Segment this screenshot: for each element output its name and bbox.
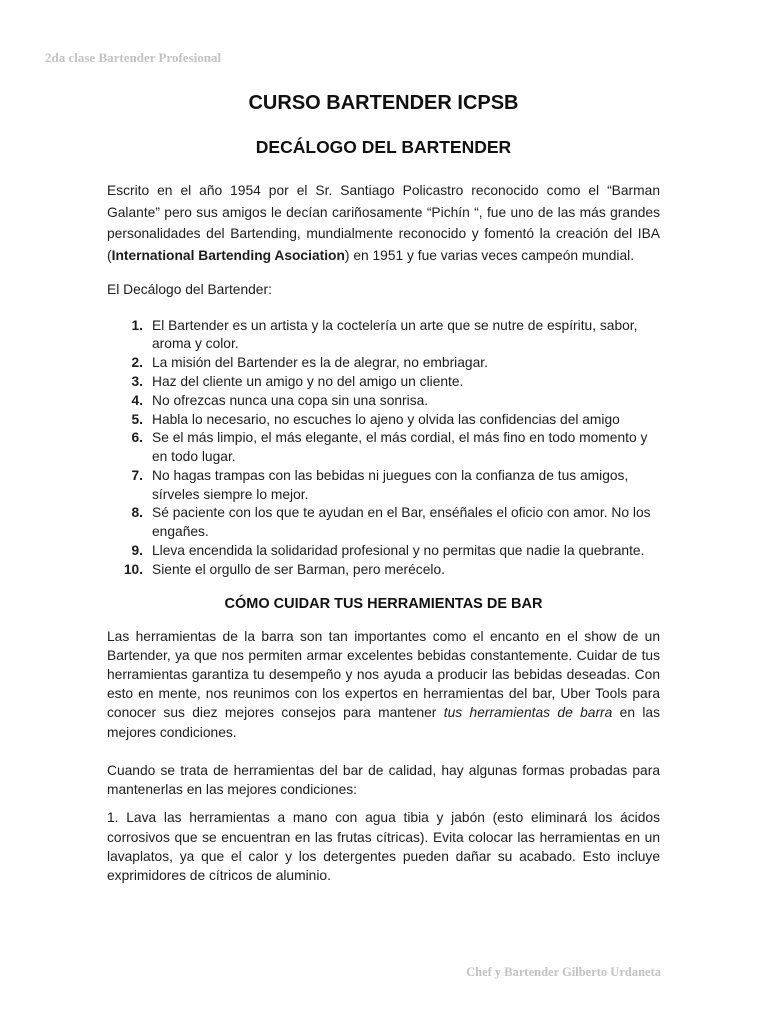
list-item-number: 4. (131, 392, 143, 408)
tools-italic-phrase: tus herramientas de barra (443, 705, 613, 721)
list-item (107, 354, 660, 373)
list-item (107, 317, 660, 355)
list-item-number: 9. (131, 543, 143, 559)
section-heading: CÓMO CUIDAR TUS HERRAMIENTAS DE BAR (224, 595, 543, 612)
list-item (107, 467, 660, 505)
tools-paragraph-1 (107, 627, 660, 742)
document-title: CURSO BARTENDER ICPSB (248, 92, 519, 114)
list-item-number: 7. (131, 467, 143, 483)
list-item-number: 1. (131, 317, 143, 333)
list-item-text: Se el más limpio, el más elegante, el más cordial, el más fino en todo momento y en todo lugar. (152, 430, 648, 465)
list-item-text: No hagas trampas con las bebidas ni juegues con la confianza de tus amigos, sírveles siempre lo mejor. (152, 467, 629, 502)
document-page (107, 92, 660, 885)
list-item-text: Siente el orgullo de ser Barman, pero merécelo. (152, 561, 445, 577)
list-item-text: Lleva encendida la solidaridad profesional y no permitas que nadie la quebrante. (152, 543, 645, 559)
list-item-number: 3. (131, 373, 143, 389)
list-item-number: 5. (131, 411, 143, 427)
intro-text-start: Escrito en el año 1954 por el Sr. Santiago Policastro reconocido como el “Barman Galante” pero sus amigos le decían cariñosamente “Pichín “, fue uno de las más grandes personalidades del Bartending, mundialmente reconocido y fomentó la creación del IBA ( (107, 183, 660, 264)
list-item (107, 561, 660, 580)
tools-text-start: Las herramientas de la barra son tan importantes como el encanto en el show de un Bartender, ya que nos permiten armar excelentes bebidas constantemente. Cuidar de tus herramientas garantiza tu desempeño y nos ayuda a producir las bebidas deseadas. Con esto en mente, nos reunimos con los expertos en herramientas del bar, Uber Tools para conocer sus diez mejores consejos para mantener (107, 628, 660, 721)
list-item-text: La misión del Bartender es la de alegrar, no embriagar. (152, 355, 488, 371)
list-heading: El Decálogo del Bartender: (107, 281, 272, 297)
list-item-text: Haz del cliente un amigo y no del amigo un cliente. (152, 373, 464, 389)
list-item-text: Sé paciente con los que te ayudan en el Bar, enséñales el oficio con amor. No los engañes. (152, 505, 651, 540)
list-item-text: Habla lo necesario, no escuches lo ajeno y olvida las confidencias del amigo (152, 411, 620, 427)
list-item (107, 373, 660, 392)
list-item-number: 8. (131, 505, 143, 521)
decalogue-list (107, 317, 660, 580)
header-note: 2da clase Bartender Profesional (45, 50, 222, 65)
intro-text-end: ) en 1951 y fue varias veces campeón mundial. (344, 248, 635, 264)
intro-paragraph (107, 180, 660, 267)
list-item-text: El Bartender es un artista y la coctelería un arte que se nutre de espíritu, sabor, aroma y color. (152, 317, 638, 352)
tools-text-end: en las mejores condiciones. (107, 705, 661, 740)
list-item-text: No ofrezcas nunca una copa sin una sonrisa. (152, 392, 429, 408)
tools-paragraph-2: Cuando se trata de herramientas del bar de calidad, hay algunas formas probadas para mantenerlas en las mejores condiciones: (107, 762, 660, 798)
list-item (107, 542, 660, 561)
document-subtitle: DECÁLOGO DEL BARTENDER (255, 137, 512, 157)
footer-note: Chef y Bartender Gilberto Urdaneta (466, 965, 661, 979)
list-item (107, 411, 660, 430)
intro-bold-term: International Bartending Asociation (111, 248, 345, 264)
list-item (107, 429, 660, 467)
list-item (107, 504, 660, 542)
list-item-number: 2. (131, 355, 143, 371)
list-item-number: 6. (131, 430, 143, 446)
list-item-number: 10. (123, 561, 143, 577)
tools-paragraph-3: 1. Lava las herramientas a mano con agua tibia y jabón (esto eliminará los ácidos corrosivos que se encuentran en las frutas cítricas). Evita colocar las herramientas en un lavaplatos, ya que el calor y los detergentes pueden dañar su acabado. Esto incluye exprimidores de cítricos de aluminio. (107, 810, 660, 883)
list-item (107, 392, 660, 411)
